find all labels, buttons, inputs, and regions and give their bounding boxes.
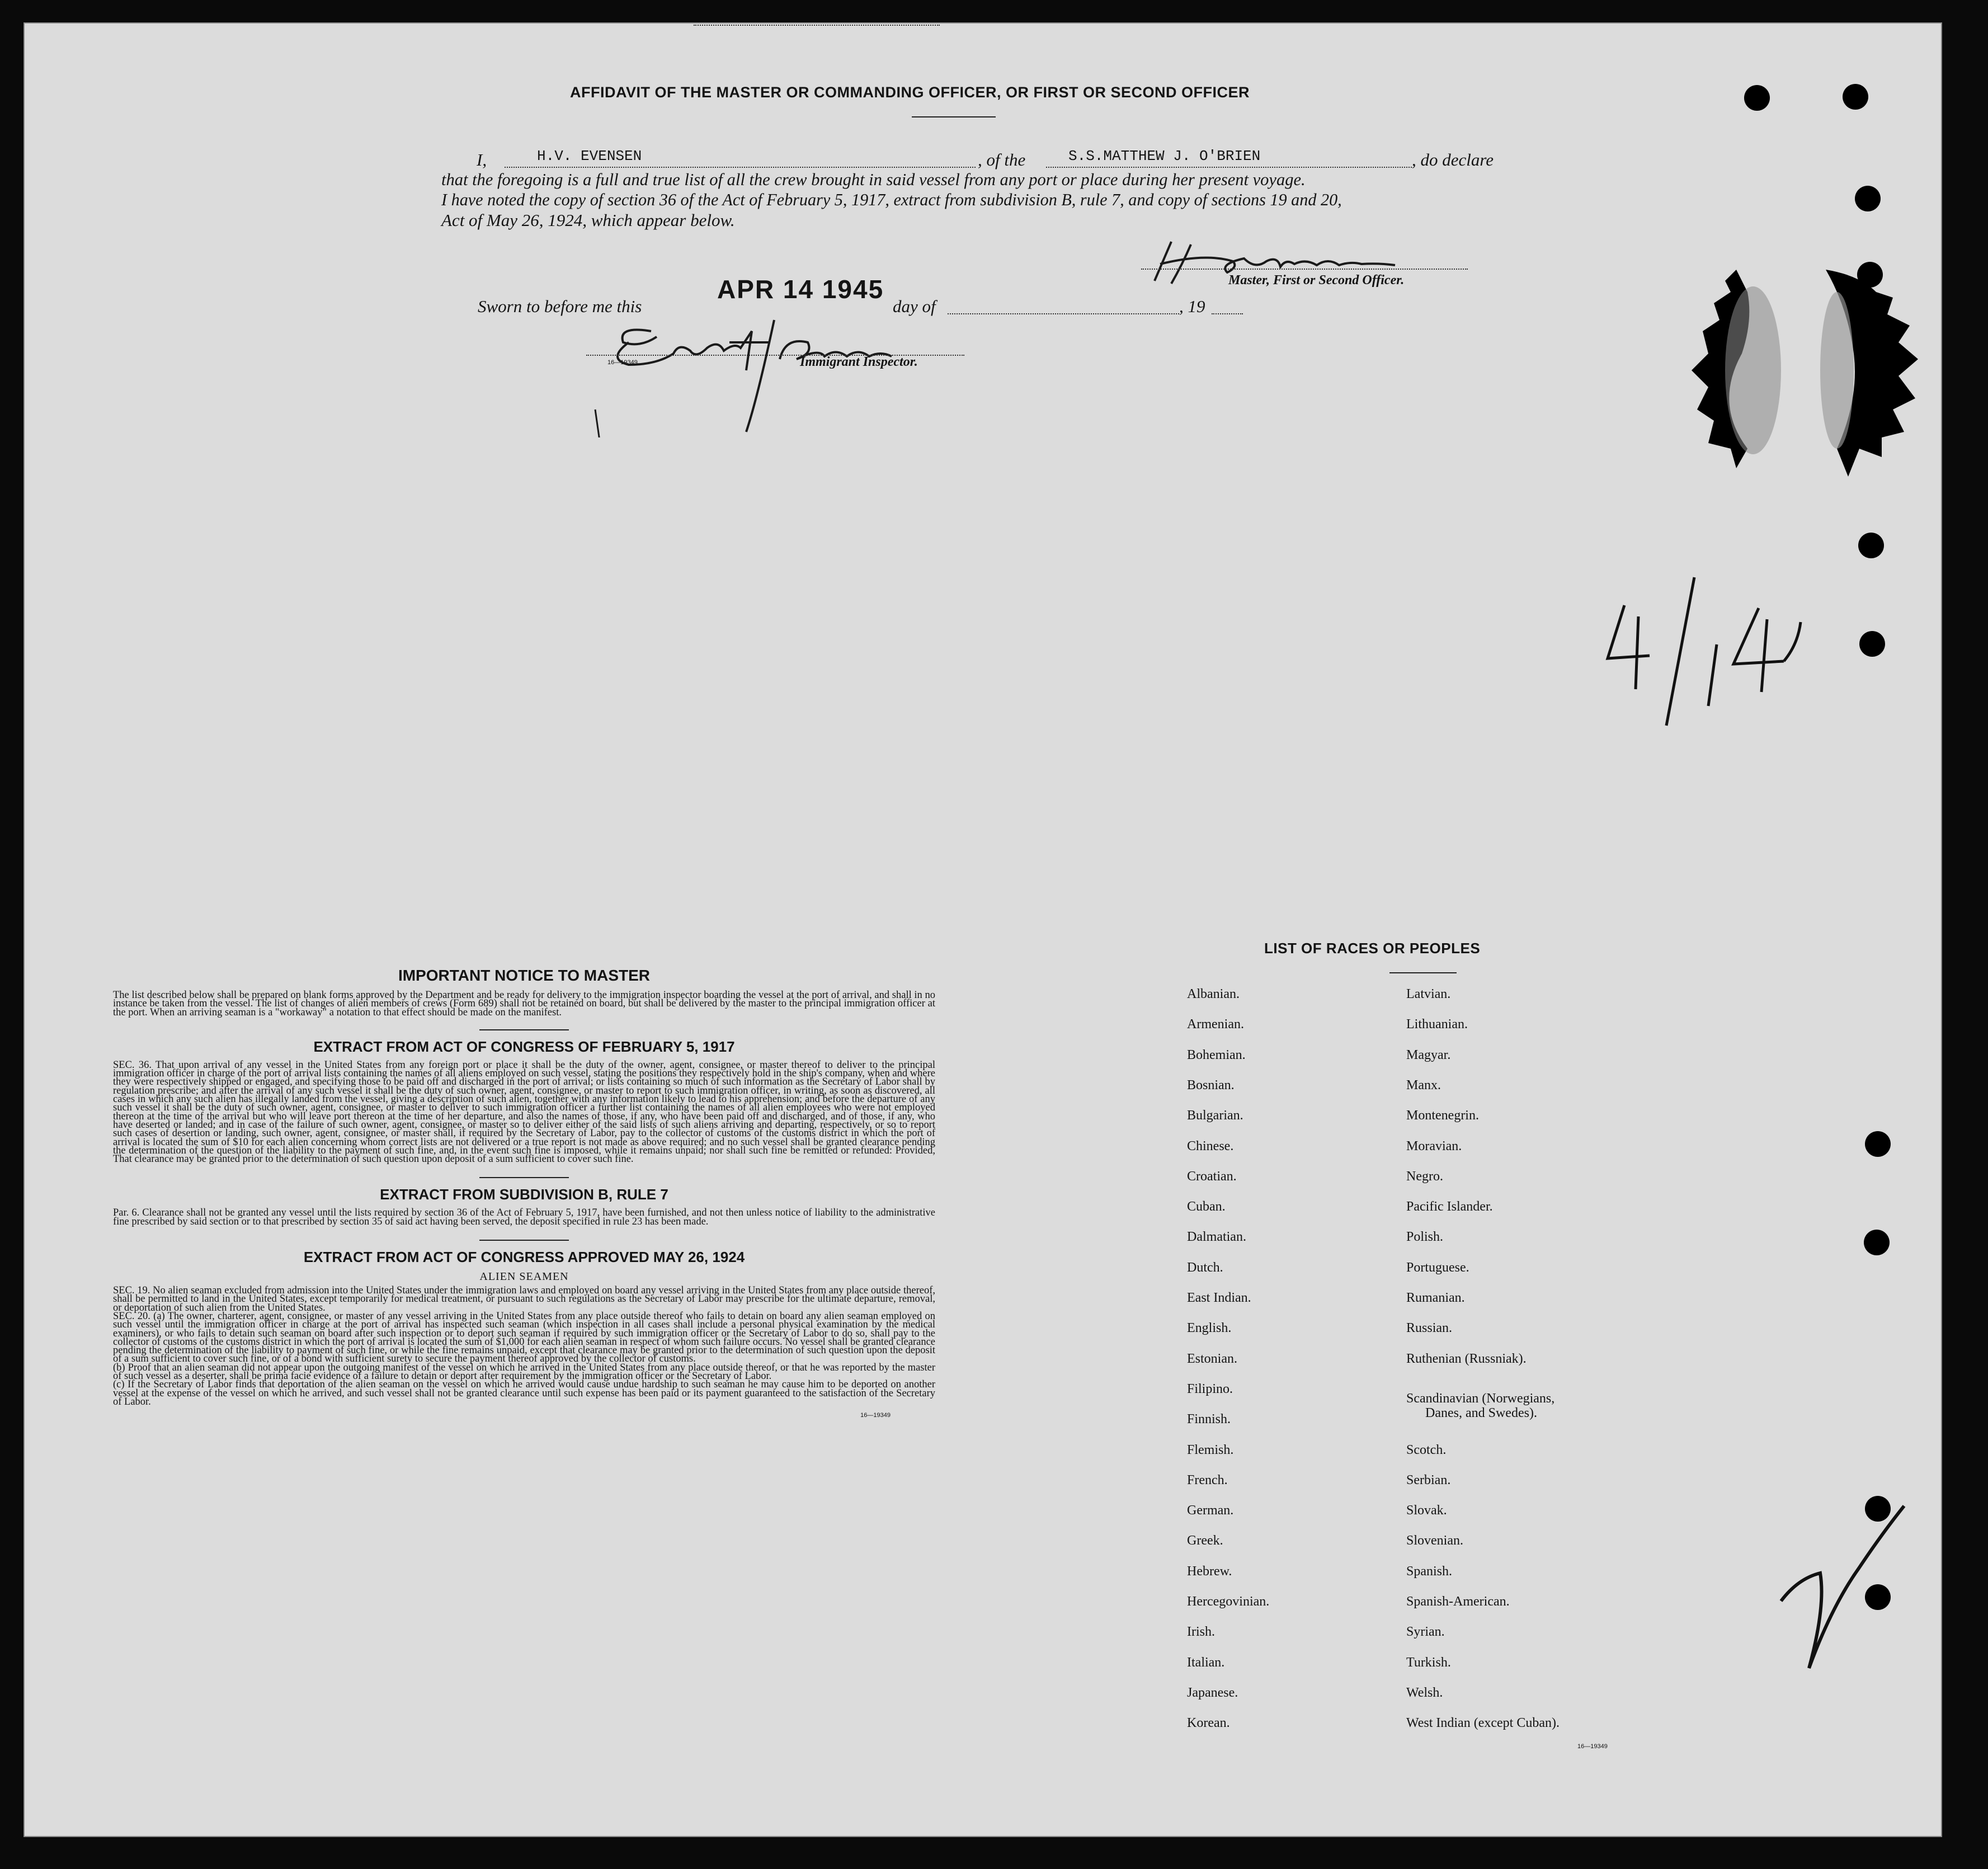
race-item: Lithuanian. — [1406, 1017, 1468, 1032]
affidavit-title: AFFIDAVIT OF THE MASTER OR COMMANDING OFFICER, OR FIRST OR SECOND OFFICER — [570, 84, 1250, 101]
race-item: Chinese. — [1187, 1139, 1234, 1154]
inspector-caption: Immigrant Inspector. — [800, 355, 918, 369]
sec19-body: SEC. 19. No alien seaman excluded from admission into the United States under the immigration laws and employed on board any vessel arriving in the United States from any place outside thereof, shall be permitted to land in the United States, except temporarily for medical treatment, or pursuant to such regulations as the Secretary of Labor may prescribe for the ultimate departure, removal, or deportation of such alien from the United States. — [113, 1285, 935, 1314]
sec20a-body: SEC. 20. (a) The owner, charterer, agent, consignee, or master of any vessel arriving in the United States from any place outside thereof who fails to detain on board any alien seaman employed on such vessel until the immigration officer in charge at the port of arrival has inspected such seaman (which inspection in all cases shall include a personal physical examination by the medical examiners), or who fails to detain such seaman on board after such inspection or to deport such seaman if required by such immigration officer or the Secretary of Labor to do so, shall pay to the collector of customs of the customs district in which the port of arrival is located the sum of $1,000 for each alien seaman in respect of whom such failure occurs. No vessel shall be granted clearance pending the determination of the liability to payment of such fine, or while the fine remains unpaid, except that clearance may be granted prior to the determination of such question upon the deposit of a sum sufficient to cover such fine, or of a bond with sufficient surety to secure the payment thereof approved by the collector of customs. — [113, 1310, 935, 1365]
race-item: Serbian. — [1406, 1473, 1451, 1487]
race-item: Syrian. — [1406, 1625, 1445, 1639]
race-item: Hercegovinian. — [1187, 1594, 1270, 1609]
race-item: Manx. — [1406, 1078, 1441, 1093]
officer-name-blank — [505, 166, 976, 168]
affidavit-line1-prefix: I, — [477, 150, 487, 170]
sec20b-body: (b) Proof that an alien seaman did not appear upon the outgoing manifest of the vessel on which he arrived in the United States from any place outside thereof, or that he was reported by the master of such vessel as a deserter, shall be prima facie evidence of a failure to detain or deport after requirement by the immigration officer or the Secretary of Labor. — [113, 1362, 935, 1382]
race-item: Latvian. — [1406, 987, 1451, 1001]
race-item: West Indian (except Cuban). — [1406, 1716, 1560, 1730]
affidavit-line1-mid: , of the — [978, 150, 1026, 170]
extract1-divider — [479, 1177, 569, 1178]
seal-impression-right — [1815, 264, 1921, 482]
race-item: German. — [1187, 1503, 1234, 1518]
month-blank — [948, 312, 1179, 314]
race-item: Italian. — [1187, 1655, 1225, 1670]
master-signature-line — [1141, 267, 1468, 270]
race-item: Greek. — [1187, 1533, 1223, 1548]
race-item: French. — [1187, 1473, 1228, 1487]
punch-hole — [1843, 84, 1868, 110]
race-item: East Indian. — [1187, 1291, 1251, 1305]
vessel-name-blank — [1046, 166, 1412, 168]
day-of-label: day of — [893, 296, 936, 316]
race-item: Portuguese. — [1406, 1260, 1469, 1275]
inspector-signature — [584, 309, 897, 437]
race-item: Bulgarian. — [1187, 1108, 1243, 1123]
affidavit-form-number: 16—19349 — [607, 359, 638, 366]
race-item: Finnish. — [1187, 1412, 1231, 1427]
race-item: Irish. — [1187, 1625, 1215, 1639]
race-item: Montenegrin. — [1406, 1108, 1479, 1123]
sworn-day-blank — [694, 23, 940, 26]
race-item: Welsh. — [1406, 1686, 1443, 1700]
race-item: Ruthenian (Russniak). — [1406, 1352, 1527, 1366]
races-title: LIST OF RACES OR PEOPLES — [1264, 940, 1481, 957]
notice-title: IMPORTANT NOTICE TO MASTER — [398, 967, 651, 984]
vessel-name: S.S.MATTHEW J. O'BRIEN — [1068, 148, 1261, 164]
sworn-prefix: Sworn to before me this — [478, 296, 642, 316]
document-sheet — [23, 22, 1942, 1837]
officer-name: H.V. EVENSEN — [537, 148, 642, 164]
punch-hole — [1864, 1230, 1890, 1255]
race-item: Slovenian. — [1406, 1533, 1463, 1548]
race-item: Scotch. — [1406, 1443, 1447, 1457]
notice-section — [113, 967, 935, 1419]
affidavit-line2: that the foregoing is a full and true list of all the crew brought in said vessel from any port or place during her present voyage. — [441, 170, 1306, 189]
race-item: Turkish. — [1406, 1655, 1451, 1670]
race-item: Filipino. — [1187, 1382, 1233, 1396]
race-item: Albanian. — [1187, 987, 1240, 1001]
races-divider — [1389, 972, 1457, 973]
extract2-body: Par. 6. Clearance shall not be granted any vessel until the lists required by section 36 of the Act of February 5, 1917, have been furnished, and not then unless notice of liability to the administrative fine prescribed by said section or to that prescribed by section 35 of said act having been served, the deposit specified in rule 23 has been made. — [113, 1207, 935, 1227]
year-blank — [1212, 312, 1243, 314]
extract3-title: EXTRACT FROM ACT OF CONGRESS APPROVED MAY 26, 1924 — [303, 1249, 745, 1266]
notice-form-number: 16—19349 — [860, 1412, 891, 1419]
race-item: Magyar. — [1406, 1048, 1451, 1062]
affidavit-line4: Act of May 26, 1924, which appear below. — [441, 210, 735, 230]
race-item: Estonian. — [1187, 1352, 1237, 1366]
sec20c-body: (c) If the Secretary of Labor finds that deportation of the alien seaman on the vessel on which he arrived would cause undue hardship to such seaman he may cause him to be deported on another vessel at the expense of the vessel on which he arrived, and such vessel shall not be granted clearance until such expense has been paid or its payment guaranteed to the satisfaction of the Secretary of Labor. — [113, 1379, 935, 1407]
extract2-divider — [479, 1240, 569, 1241]
notice-divider — [479, 1029, 569, 1030]
races-form-number: 16—19349 — [1577, 1743, 1608, 1750]
punch-hole — [1857, 262, 1883, 288]
punch-hole — [1744, 85, 1770, 111]
extract1-body: SEC. 36. That upon arrival of any vessel in the United States from any foreign port or place it shall be the duty of the owner, agent, consignee, or master thereof to deliver to the principal immigration officer in charge of the port of arrival lists containing the names of all aliens employed on such vessel, stating the positions they respectively hold in the ship's company, when and where they were respectively shipped or engaged, and specifying those to be paid off and discharged in the port of arrival; or lists containing so much of such information as the Secretary of Labor shall by regulation prescribe; and after the arrival of any such vessel it shall be the duty of such owner, agent, consignee, or master to report to such immigration officer, in writing, as soon as discovered, all cases in which any such alien has illegally landed from the vessel, giving a description of such alien, together with any information likely to lead to his apprehension; and before the departure of any such vessel it shall be the duty of such owner, agent, consignee, or master to deliver to such immigration officer a further list containing the names of all alien employees who were not employed thereon at the time of the arrival but who will leave port thereon at the time of her departure, and also the names of those, if any, who have been paid off and discharged, and of those, if any, who have deserted or landed; and in case of the failure of such owner, agent, consignee, or master so to deliver either of the said lists of such aliens arriving and departing, respectively, or so to report such cases of desertion or landing, such owner, agent, consignee, or master shall, if required by the Secretary of Labor, pay to the collector of customs of the customs district in which the port of arrival is located the sum of $10 for each alien concerning whom correct lists are not delivered or a true report is not made as above required; and no such vessel shall be granted clearance pending the determination of the question of the liability to the payment of such fine, and, in the event such fine is imposed, while it remains unpaid; nor shall such fine be remitted or refunded: Provided, That clearance may be granted prior to the determination of such question upon deposit of a sum sufficient to cover such fine. — [113, 1059, 935, 1165]
race-item: Bosnian. — [1187, 1078, 1235, 1093]
race-item: Cuban. — [1187, 1199, 1226, 1214]
race-item: Polish. — [1406, 1230, 1444, 1244]
extract2-title: EXTRACT FROM SUBDIVISION B, RULE 7 — [380, 1186, 668, 1203]
race-item: Dalmatian. — [1187, 1230, 1246, 1244]
year-prefix: , 19 — [1179, 296, 1205, 316]
race-item: Rumanian. — [1406, 1291, 1465, 1305]
race-item: Negro. — [1406, 1169, 1443, 1184]
race-scandinavian-line2: Danes, and Swedes). — [1425, 1406, 1537, 1420]
punch-hole — [1855, 186, 1881, 211]
punch-hole — [1865, 1496, 1891, 1522]
affidavit-line3: I have noted the copy of section 36 of the Act of February 5, 1917, extract from subdivision B, rule 7, and copy of sections 19 and 20, — [441, 190, 1342, 209]
race-item: Hebrew. — [1187, 1564, 1232, 1579]
extract3-subtitle: ALIEN SEAMEN — [479, 1270, 569, 1283]
date-stamp: APR 14 1945 — [717, 275, 884, 304]
race-item: English. — [1187, 1321, 1232, 1335]
punch-hole — [1859, 631, 1885, 657]
notice-body: The list described below shall be prepared on blank forms approved by the Department and be ready for delivery to the immigration inspector boarding the vessel at the port of arrival, and shall in no instance be taken from the vessel. The list of changes of alien members of crews (Form 689) shall not be retained on board, but shall be delivered by the master to the principal immigration officer at the port. When an arriving seaman is a "workaway" a notation to that effect should be made on the manifest. — [113, 990, 935, 1018]
race-item: Armenian. — [1187, 1017, 1244, 1032]
race-item: Russian. — [1406, 1321, 1453, 1335]
title-divider — [912, 116, 996, 117]
race-item: Moravian. — [1406, 1139, 1462, 1154]
race-item: Korean. — [1187, 1716, 1230, 1730]
master-caption: Master, First or Second Officer. — [1228, 273, 1405, 288]
race-item: Dutch. — [1187, 1260, 1223, 1275]
seal-impression-left — [1669, 270, 1787, 471]
punch-hole — [1858, 533, 1884, 558]
race-item: Slovak. — [1406, 1503, 1447, 1518]
extract1-title: EXTRACT FROM ACT OF CONGRESS OF FEBRUARY 5, 1917 — [313, 1038, 735, 1055]
race-item: Japanese. — [1187, 1686, 1238, 1700]
race-item: Bohemian. — [1187, 1048, 1246, 1062]
race-item: Spanish. — [1406, 1564, 1453, 1579]
punch-hole — [1865, 1131, 1891, 1157]
race-item: Spanish-American. — [1406, 1594, 1510, 1609]
race-item: Pacific Islander. — [1406, 1199, 1493, 1214]
race-scandinavian-line1: Scandinavian (Norwegians, — [1406, 1391, 1555, 1406]
race-item: Flemish. — [1187, 1443, 1234, 1457]
handwritten-note — [1596, 566, 1831, 728]
affidavit-line1-suffix: , do declare — [1412, 150, 1494, 170]
race-item: Croatian. — [1187, 1169, 1237, 1184]
punch-hole — [1865, 1584, 1891, 1610]
